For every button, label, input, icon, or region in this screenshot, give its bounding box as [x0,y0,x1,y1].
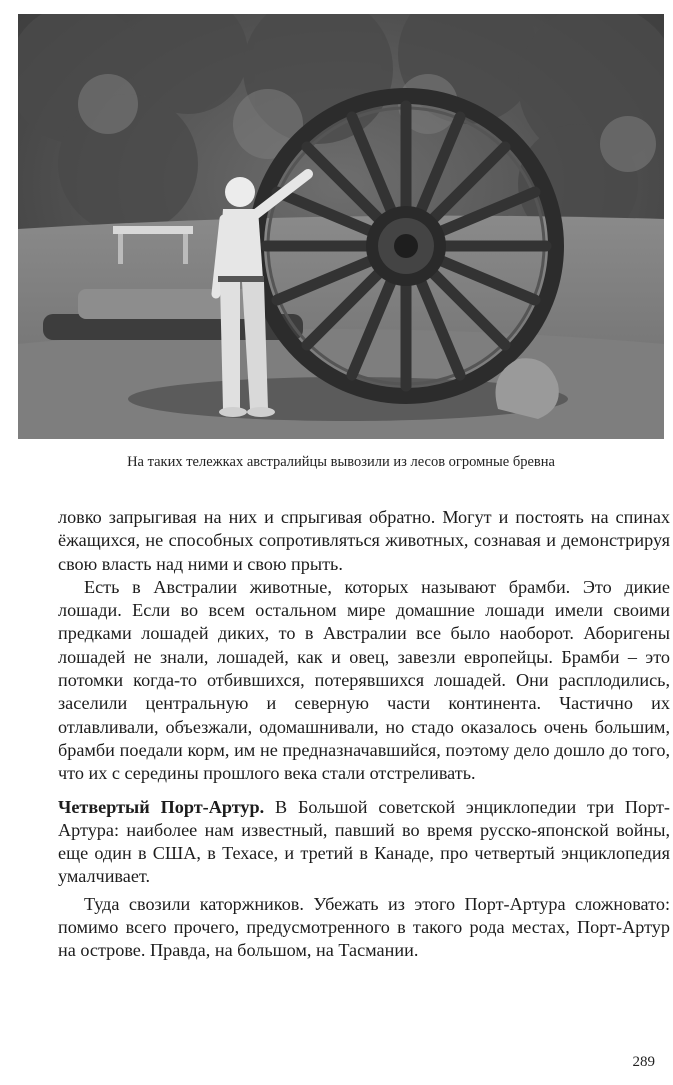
photo-illustration [18,14,664,439]
figure-caption: На таких тележках австралийцы вывозили из лесов огромные бревна [127,454,555,470]
paragraph-1: ловко запрыгивая на них и спрыгивая обратно. Могут и постоять на спинах ёжащихся, не способных сопротивляться животных, сознавая и демонстрируя свою власть над ними и свою прыть. [58,507,670,574]
body-text [58,506,670,963]
paragraph-3-text: В Большой советской энциклопедии три Порт-Артура: наиболее нам известный, павший во время русско-японской войны, еще один в США, в Техасе, и третий в Канаде, про четвертый энциклопедия умалчивает. [58,796,670,887]
section-heading: Четвертый Порт-Артур. [58,796,265,817]
paragraph-2: Есть в Австралии животные, которых называют брамби. Это дикие лошади. Если во всем остальном мире домашние лошади имели своими предками лошадей диких, то в Австралии все было наоборот. Аборигены лошадей не знали, лошадей, как и овец, завезли европейцы. Брамби – это потомки когда-то отбившихся, потерявшихся лошадей. Они расплодились, заселили центральную и северную части континента. Частично их отлавливали, объезжали, одомашнивали, но стадо оказалось очень большим, брамби поедали корм, им не предназначавшийся, поэтому дело дошло до того, что их с середины прошлого века стали отстреливать. [58,576,670,784]
paragraph-3 [58,796,670,889]
page-number: 289 [632,1054,655,1070]
paragraph-4: Туда свозили каторжников. Убежать из этого Порт-Артура сложновато: помимо всего прочего, предусмотренного в такого рода местах, Порт-Артур на острове. Правда, на большом, на Тасмании. [58,893,670,961]
photograph-wagon-wheel [18,14,664,439]
